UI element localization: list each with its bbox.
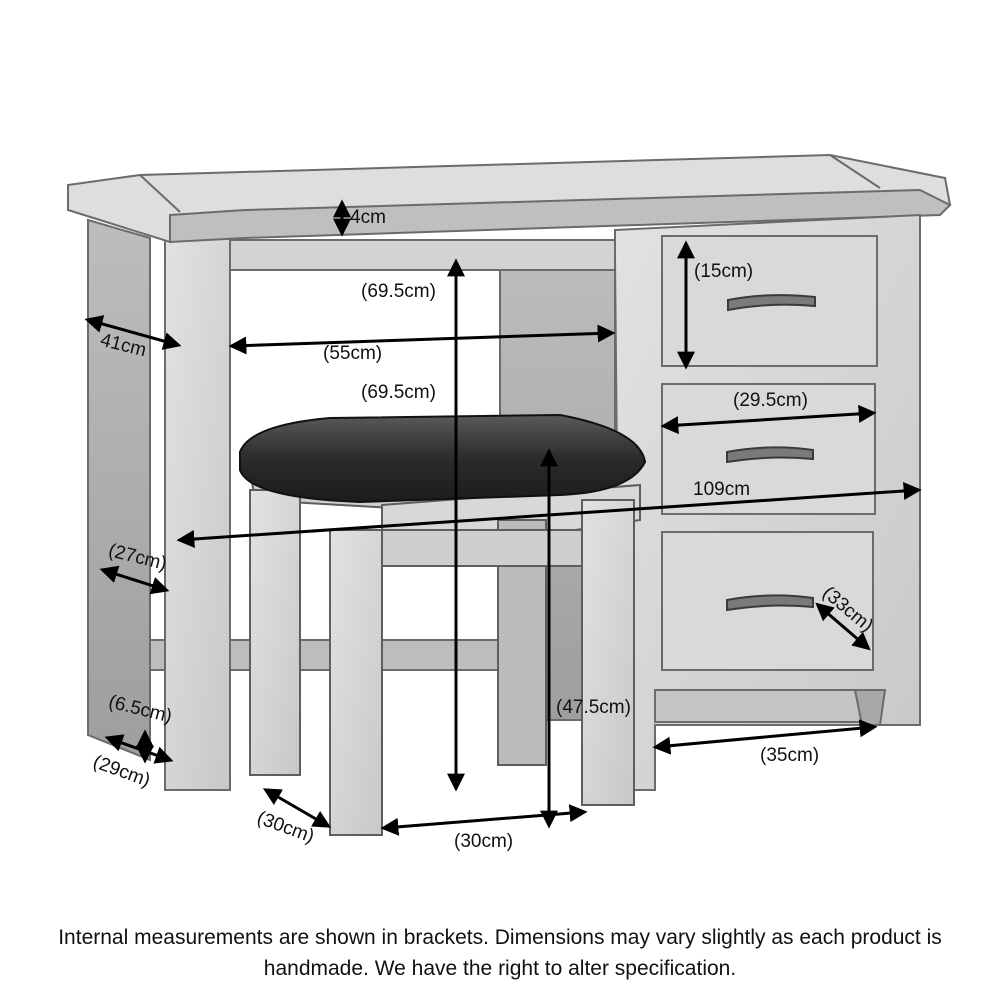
label-side-depth: (27cm) [106, 540, 169, 575]
label-overall-width: 109cm [693, 479, 751, 500]
label-desk-depth: 41cm [98, 329, 149, 362]
stool [240, 415, 645, 835]
label-stool-width: (30cm) [454, 831, 514, 852]
label-drawer-height: (15cm) [694, 261, 754, 282]
label-stool-depth: (30cm) [254, 807, 317, 848]
label-top-thickness: 4cm [350, 207, 386, 228]
label-desk-height: (69.5cm) [361, 382, 436, 403]
label-drawer-depth: (33cm) [818, 582, 877, 637]
label-drawer-width: (29.5cm) [733, 390, 808, 411]
label-knee-width: (55cm) [323, 343, 383, 364]
label-plinth-height: (6.5cm) [106, 691, 174, 728]
label-pedestal-width: (35cm) [760, 745, 820, 766]
label-knee-height: (69.5cm) [361, 281, 436, 302]
label-stool-height: (47.5cm) [556, 697, 631, 718]
measurement-note: Internal measurements are shown in brackets. Dimensions may vary slightly as each product is handmade. We have the right to alter specification. [58, 926, 942, 980]
label-leg-depth: (29cm) [90, 751, 153, 792]
